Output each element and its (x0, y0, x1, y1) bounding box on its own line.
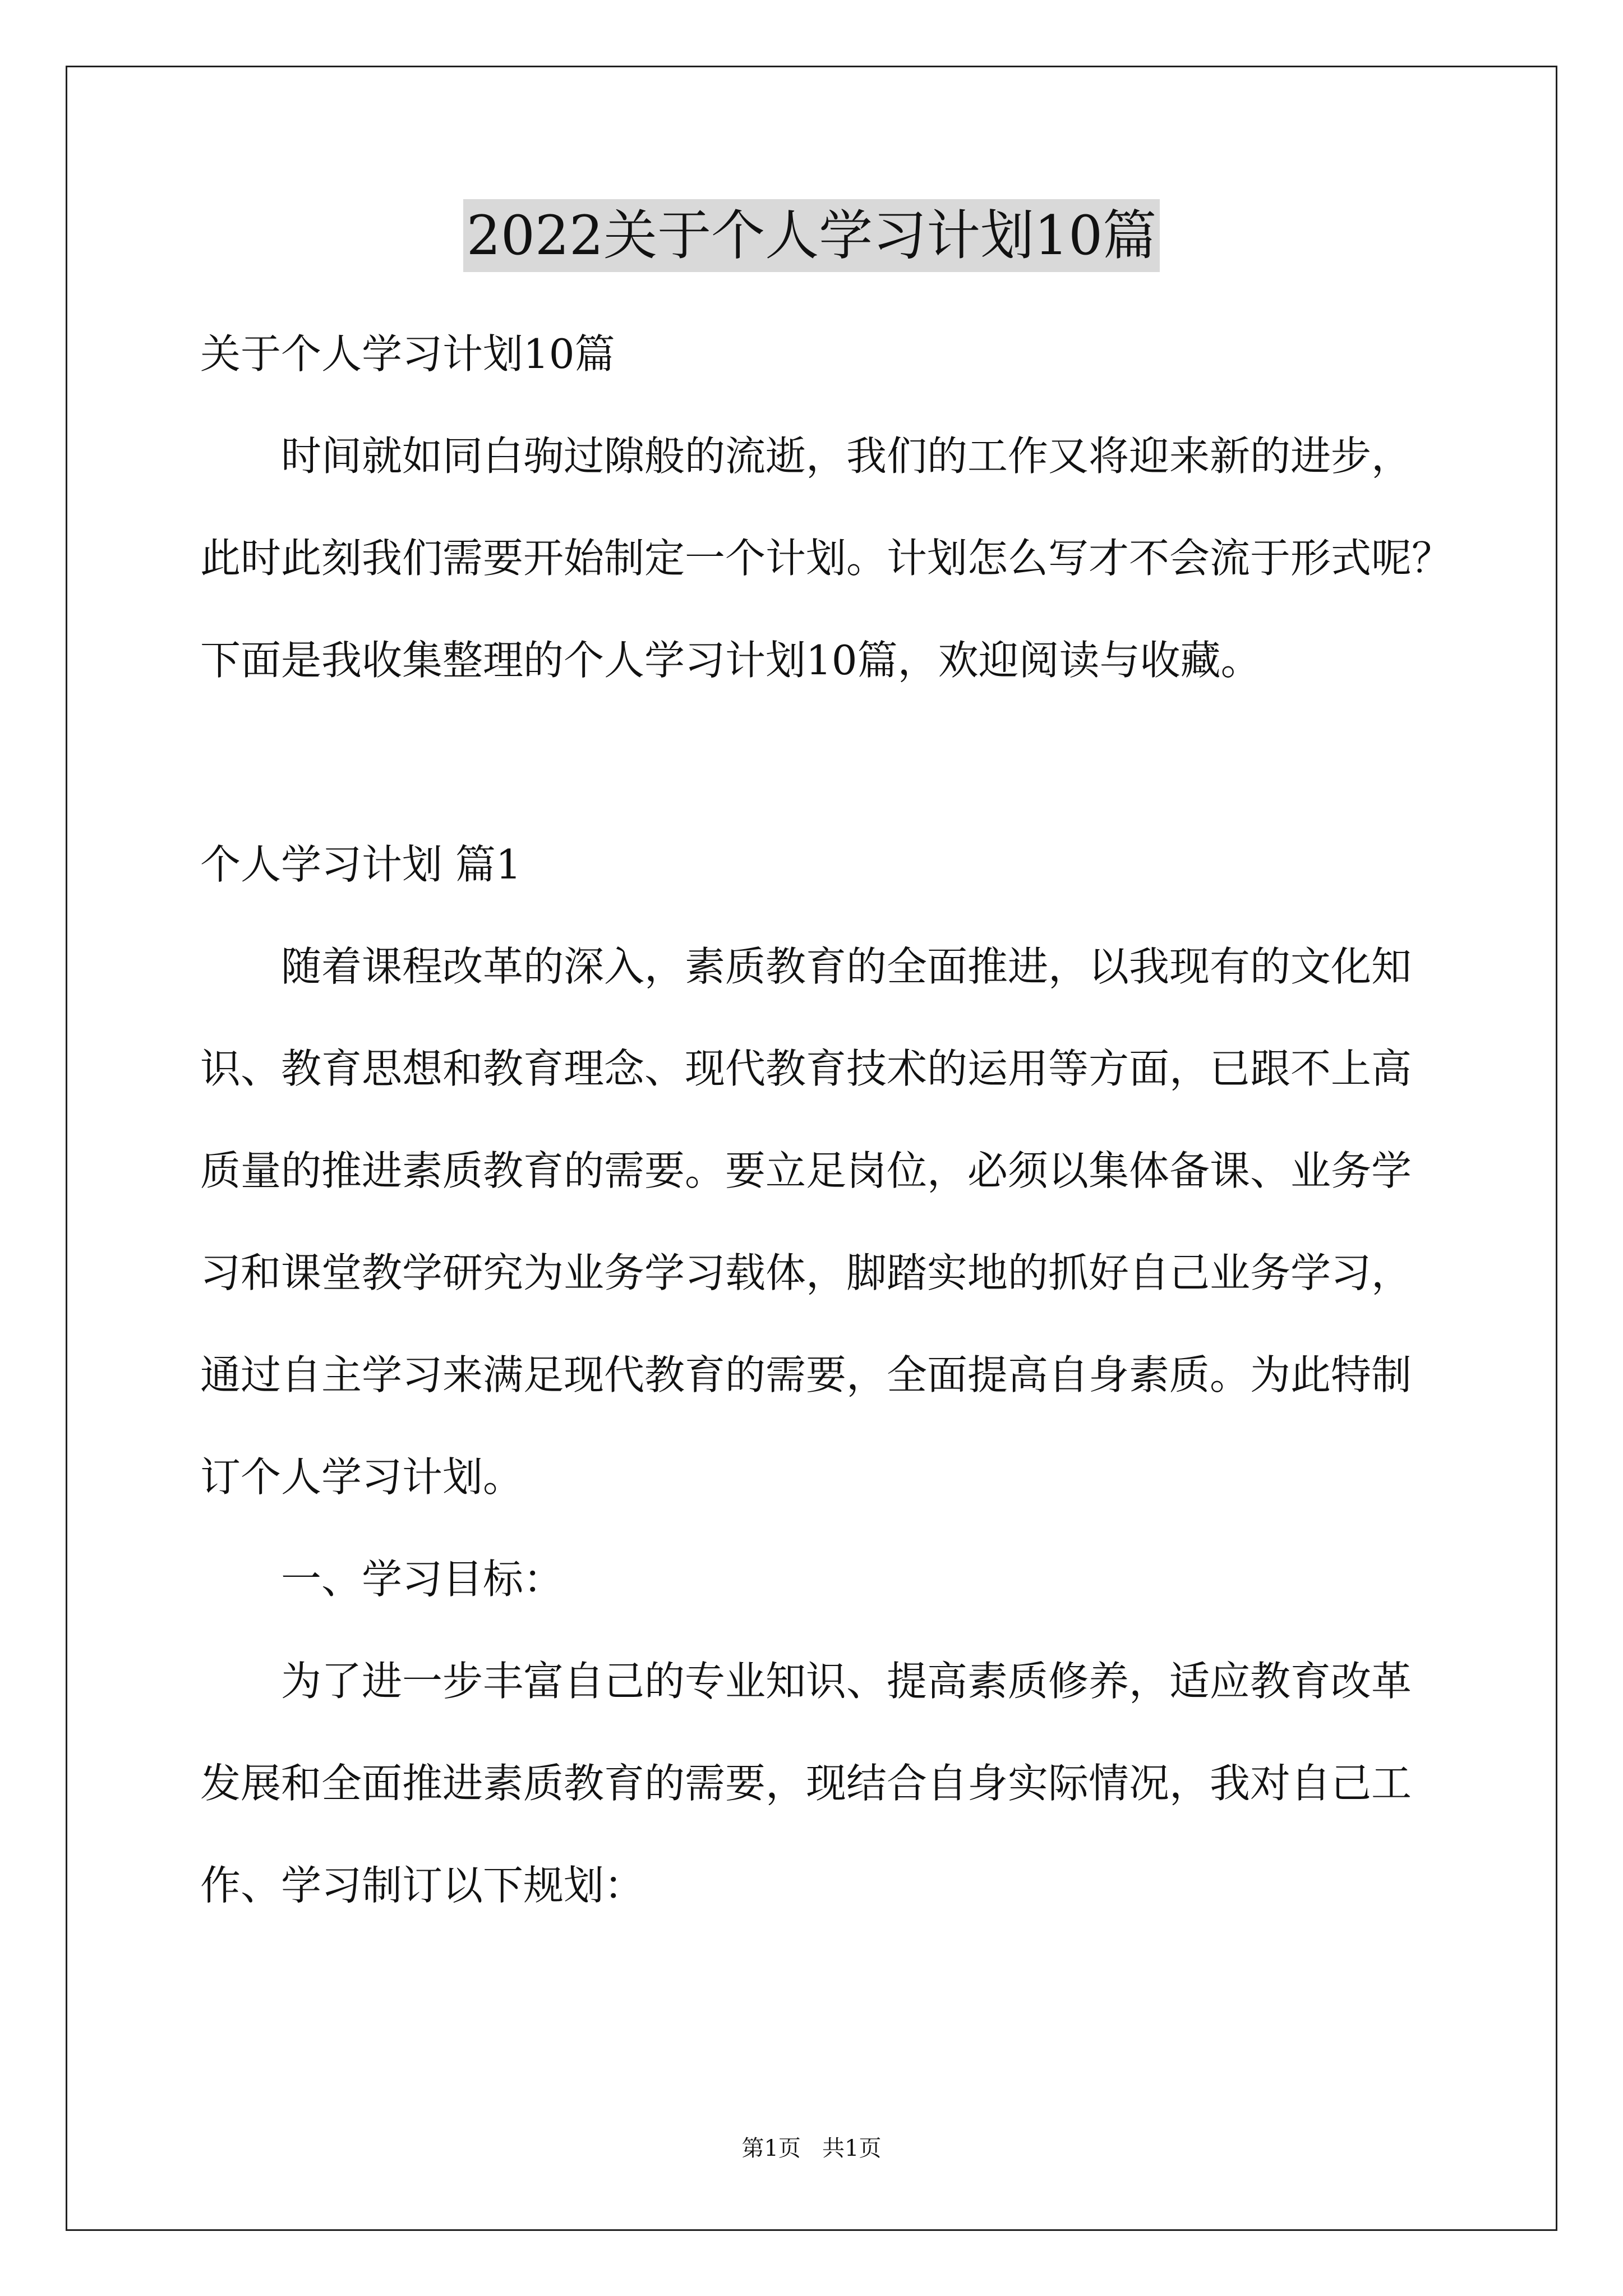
section-body-line-1: 随着课程改革的深入，素质教育的全面推进，以我现有的文化知 (281, 943, 1412, 990)
section-body-line-6: 订个人学习计划。 (200, 1453, 524, 1501)
goal-body-line-3: 作、学习制订以下规划： (200, 1862, 645, 1909)
section-body-line-5: 通过自主学习来满足现代教育的需要，全面提高自身素质。为此特制 (200, 1351, 1412, 1398)
intro-line-3: 下面是我收集整理的个人学习计划10篇，欢迎阅读与收藏。 (200, 637, 1261, 684)
goal-body-line-2: 发展和全面推进素质教育的需要，现结合自身实际情况，我对自己工 (200, 1760, 1412, 1807)
section-heading: 个人学习计划 篇1 (200, 841, 522, 888)
intro-line-1: 时间就如同白驹过隙般的流逝，我们的工作又将迎来新的进步， (281, 432, 1412, 480)
section-body-line-4: 习和课堂教学研究为业务学习载体，脚踏实地的抓好自己业务学习， (200, 1249, 1412, 1296)
page-footer: 第1页 共1页 (741, 2136, 882, 2161)
document-subtitle: 关于个人学习计划10篇 (200, 330, 615, 378)
blank-line (200, 711, 1428, 813)
title-container (0, 199, 1623, 272)
goal-heading: 一、学习目标： (281, 1556, 564, 1603)
section-body-line-2: 识、教育思想和教育理念、现代教育技术的运用等方面，已跟不上高 (200, 1045, 1412, 1092)
section-body-line-3: 质量的推进素质教育的需要。要立足岗位，必须以集体备课、业务学 (200, 1147, 1412, 1194)
goal-body-line-1: 为了进一步丰富自己的专业知识、提高素质修养，适应教育改革 (281, 1658, 1412, 1705)
document-title: 2022关于个人学习计划10篇 (463, 199, 1160, 272)
intro-line-2: 此时此刻我们需要开始制定一个计划。计划怎么写才不会流于形式呢？ (200, 535, 1453, 582)
document-body (200, 303, 1453, 1936)
